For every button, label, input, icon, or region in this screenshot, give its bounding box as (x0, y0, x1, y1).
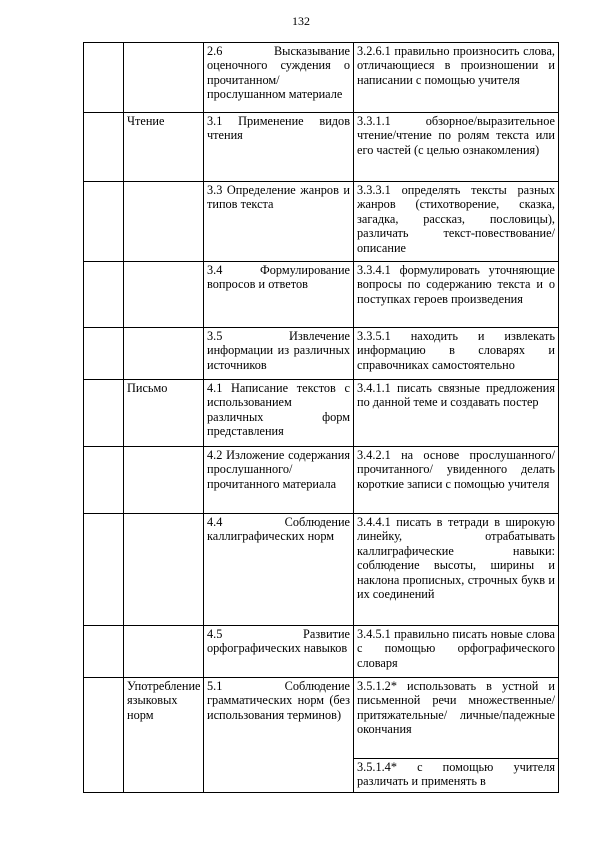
table-row (84, 447, 559, 514)
outcome-cell: 3.3.3.1 определять тексты разных жанров (стихотворение, сказка, загадка, рассказ, пословицы), различать текст-повествование/описание (354, 182, 559, 262)
skill-cell: 3.4 Формулирование вопросов и ответов (204, 262, 354, 328)
curriculum-table (83, 42, 559, 793)
section-cell (124, 514, 204, 626)
table-row (84, 182, 559, 262)
table-row (84, 113, 559, 182)
skill-cell: 4.2 Изложение содержания прослушанного/прочитанного материала (204, 447, 354, 514)
section-cell (124, 182, 204, 262)
table-row (84, 678, 559, 759)
outcome-cell: 3.2.6.1 правильно произносить слова, отличающиеся в произношении и написании с помощью учителя (354, 43, 559, 113)
section-cell: Чтение (124, 113, 204, 182)
skill-cell: 5.1 Соблюдение грамматических норм (без использования терминов) (204, 678, 354, 793)
table-row (84, 380, 559, 447)
section-cell (124, 626, 204, 678)
outcome-cell: 3.4.2.1 на основе прослушанного/ прочитанного/ увиденного делать короткие записи с помощью учителя (354, 447, 559, 514)
table-row (84, 328, 559, 380)
skill-cell: 4.1 Написание текстов с использованием различных форм представления (204, 380, 354, 447)
skill-cell: 3.3 Определение жанров и типов текста (204, 182, 354, 262)
table-row (84, 262, 559, 328)
blank-column-cell (84, 447, 124, 514)
outcome-cell: 3.4.1.1 писать связные предложения по данной теме и создавать постер (354, 380, 559, 447)
blank-column-cell (84, 182, 124, 262)
blank-column-cell (84, 262, 124, 328)
blank-column-cell (84, 43, 124, 113)
skill-cell: 4.4 Соблюдение каллиграфических норм (204, 514, 354, 626)
section-cell (124, 262, 204, 328)
section-cell (124, 328, 204, 380)
blank-column-cell (84, 113, 124, 182)
table-row (84, 514, 559, 626)
outcome-cell: 3.4.5.1 правильно писать новые слова с помощью орфографического словаря (354, 626, 559, 678)
section-cell (124, 43, 204, 113)
section-cell: Употребление языковых норм (124, 678, 204, 793)
skill-cell: 3.5 Извлечение информации из различных источников (204, 328, 354, 380)
table-row (84, 626, 559, 678)
table-row (84, 43, 559, 113)
blank-column-cell (84, 328, 124, 380)
blank-column-cell (84, 380, 124, 447)
outcome-cell: 3.3.5.1 находить и извлекать информацию в словарях и справочниках самостоятельно (354, 328, 559, 380)
blank-column-cell (84, 514, 124, 626)
skill-cell: 3.1 Применение видов чтения (204, 113, 354, 182)
page-number: 132 (292, 14, 310, 28)
section-cell: Письмо (124, 380, 204, 447)
section-cell (124, 447, 204, 514)
outcome-cell: 3.3.4.1 формулировать уточняющие вопросы по содержанию текста и о поступках героев произведения (354, 262, 559, 328)
blank-column-cell (84, 626, 124, 678)
skill-cell: 4.5 Развитие орфографических навыков (204, 626, 354, 678)
outcome-cell: 3.5.1.2* использовать в устной и письменной речи множественные/ притяжательные/ личные/падежные окончания (354, 678, 559, 759)
outcome-cell: 3.5.1.4* с помощью учителя различать и применять в (354, 759, 559, 793)
skill-cell: 2.6 Высказывание оценочного суждения о прочитанном/прослушанном материале (204, 43, 354, 113)
outcome-cell: 3.4.4.1 писать в тетради в широкую линейку, отрабатывать каллиграфические навыки: соблюдение высоты, ширины и наклона прописных, строчных букв и их соединений (354, 514, 559, 626)
blank-column-cell (84, 678, 124, 793)
outcome-cell: 3.3.1.1 обзорное/выразительное чтение/чтение по ролям текста или его частей (с целью ознакомления) (354, 113, 559, 182)
